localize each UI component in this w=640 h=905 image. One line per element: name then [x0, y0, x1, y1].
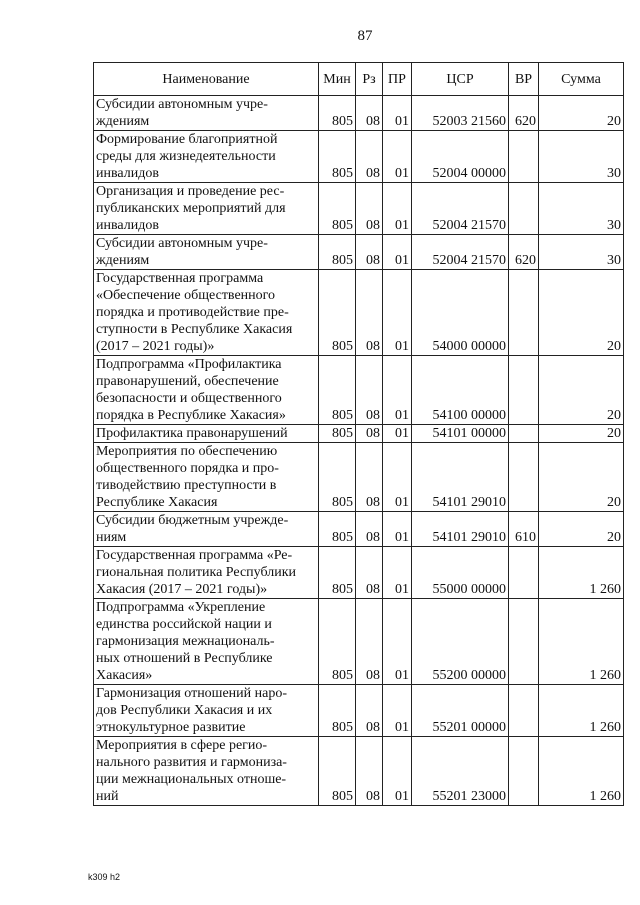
table-row	[94, 512, 624, 547]
row-pr: 01	[383, 356, 412, 425]
row-sum: 20	[539, 512, 624, 547]
row-name: Подпрограмма «Профилактика правонарушений, обеспечение безопасности и общественного порядка в Республике Хакасия»	[94, 356, 319, 425]
row-csr: 52004 00000	[412, 131, 509, 183]
row-rz: 08	[356, 131, 383, 183]
row-sum: 20	[539, 443, 624, 512]
column-header-pr: ПР	[383, 63, 412, 96]
row-name: Государственная программа «Ре- гиональная политика Республики Хакасия (2017 – 2021 годы)»	[94, 547, 319, 599]
row-vr	[509, 737, 539, 806]
table-row	[94, 685, 624, 737]
row-vr: 620	[509, 235, 539, 270]
header-row	[94, 63, 624, 96]
column-header-sum: Сумма	[539, 63, 624, 96]
row-rz: 08	[356, 547, 383, 599]
row-pr: 01	[383, 425, 412, 443]
row-csr: 54101 29010	[412, 512, 509, 547]
column-header-csr: ЦСР	[412, 63, 509, 96]
table-row	[94, 96, 624, 131]
row-vr	[509, 685, 539, 737]
row-rz: 08	[356, 270, 383, 356]
row-sum: 1 260	[539, 599, 624, 685]
table-row	[94, 235, 624, 270]
row-sum: 20	[539, 96, 624, 131]
table-row	[94, 425, 624, 443]
row-min: 805	[319, 599, 356, 685]
row-csr: 54100 00000	[412, 356, 509, 425]
table-row	[94, 270, 624, 356]
row-vr	[509, 356, 539, 425]
row-csr: 54101 00000	[412, 425, 509, 443]
row-sum: 20	[539, 270, 624, 356]
row-name: Формирование благоприятной среды для жизнедеятельности инвалидов	[94, 131, 319, 183]
row-min: 805	[319, 356, 356, 425]
budget-table	[93, 62, 624, 806]
row-min: 805	[319, 270, 356, 356]
row-min: 805	[319, 737, 356, 806]
row-vr	[509, 131, 539, 183]
row-pr: 01	[383, 96, 412, 131]
row-csr: 52004 21570	[412, 235, 509, 270]
row-rz: 08	[356, 425, 383, 443]
row-sum: 1 260	[539, 685, 624, 737]
row-min: 805	[319, 96, 356, 131]
row-name: Организация и проведение рес- публиканских мероприятий для инвалидов	[94, 183, 319, 235]
row-min: 805	[319, 235, 356, 270]
column-header-rz: Рз	[356, 63, 383, 96]
row-csr: 55201 00000	[412, 685, 509, 737]
row-rz: 08	[356, 599, 383, 685]
row-name: Субсидии автономным учре- ждениям	[94, 235, 319, 270]
row-rz: 08	[356, 512, 383, 547]
row-pr: 01	[383, 443, 412, 512]
row-name: Мероприятия по обеспечению общественного порядка и про- тиводействию преступности в Республике Хакасия	[94, 443, 319, 512]
row-vr: 610	[509, 512, 539, 547]
table-row	[94, 356, 624, 425]
row-sum: 30	[539, 183, 624, 235]
footer-code: k309 h2	[88, 872, 121, 882]
row-name: Профилактика правонарушений	[94, 425, 319, 443]
row-pr: 01	[383, 270, 412, 356]
row-rz: 08	[356, 685, 383, 737]
row-name: Субсидии бюджетным учрежде- ниям	[94, 512, 319, 547]
table-row	[94, 183, 624, 235]
row-sum: 30	[539, 235, 624, 270]
row-pr: 01	[383, 599, 412, 685]
row-vr	[509, 270, 539, 356]
row-pr: 01	[383, 547, 412, 599]
row-rz: 08	[356, 96, 383, 131]
row-min: 805	[319, 685, 356, 737]
table-row	[94, 547, 624, 599]
row-min: 805	[319, 443, 356, 512]
row-rz: 08	[356, 183, 383, 235]
row-min: 805	[319, 183, 356, 235]
row-pr: 01	[383, 183, 412, 235]
row-name: Гармонизация отношений наро- дов Республики Хакасия и их этнокультурное развитие	[94, 685, 319, 737]
row-pr: 01	[383, 512, 412, 547]
row-csr: 55000 00000	[412, 547, 509, 599]
row-rz: 08	[356, 235, 383, 270]
row-sum: 20	[539, 356, 624, 425]
row-vr	[509, 547, 539, 599]
row-min: 805	[319, 425, 356, 443]
table-row	[94, 599, 624, 685]
row-name: Мероприятия в сфере регио- нального развития и гармониза- ции межнациональных отноше- ний	[94, 737, 319, 806]
row-vr	[509, 425, 539, 443]
table-header	[94, 63, 624, 96]
row-vr	[509, 443, 539, 512]
row-sum: 30	[539, 131, 624, 183]
row-name: Подпрограмма «Укрепление единства российской нации и гармонизация межнациональ- ных отношений в Республике Хакасия»	[94, 599, 319, 685]
row-csr: 55201 23000	[412, 737, 509, 806]
row-rz: 08	[356, 356, 383, 425]
row-min: 805	[319, 512, 356, 547]
row-pr: 01	[383, 235, 412, 270]
row-rz: 08	[356, 443, 383, 512]
table-body	[94, 96, 624, 806]
row-csr: 54000 00000	[412, 270, 509, 356]
row-csr: 54101 29010	[412, 443, 509, 512]
row-sum: 20	[539, 425, 624, 443]
table-row	[94, 737, 624, 806]
row-csr: 52004 21570	[412, 183, 509, 235]
column-header-min: Мин	[319, 63, 356, 96]
row-csr: 52003 21560	[412, 96, 509, 131]
row-vr	[509, 183, 539, 235]
table-row	[94, 443, 624, 512]
row-pr: 01	[383, 737, 412, 806]
row-rz: 08	[356, 737, 383, 806]
row-min: 805	[319, 131, 356, 183]
row-name: Субсидии автономным учре- ждениям	[94, 96, 319, 131]
column-header-vr: ВР	[509, 63, 539, 96]
table-row	[94, 131, 624, 183]
row-vr: 620	[509, 96, 539, 131]
row-pr: 01	[383, 685, 412, 737]
page-number: 87	[357, 28, 373, 44]
row-csr: 55200 00000	[412, 599, 509, 685]
row-pr: 01	[383, 131, 412, 183]
row-min: 805	[319, 547, 356, 599]
row-name: Государственная программа «Обеспечение общественного порядка и противодействие пре- ступности в Республике Хакасия (2017 – 2021 годы)»	[94, 270, 319, 356]
row-vr	[509, 599, 539, 685]
row-sum: 1 260	[539, 737, 624, 806]
row-sum: 1 260	[539, 547, 624, 599]
column-header-name: Наименование	[94, 63, 319, 96]
